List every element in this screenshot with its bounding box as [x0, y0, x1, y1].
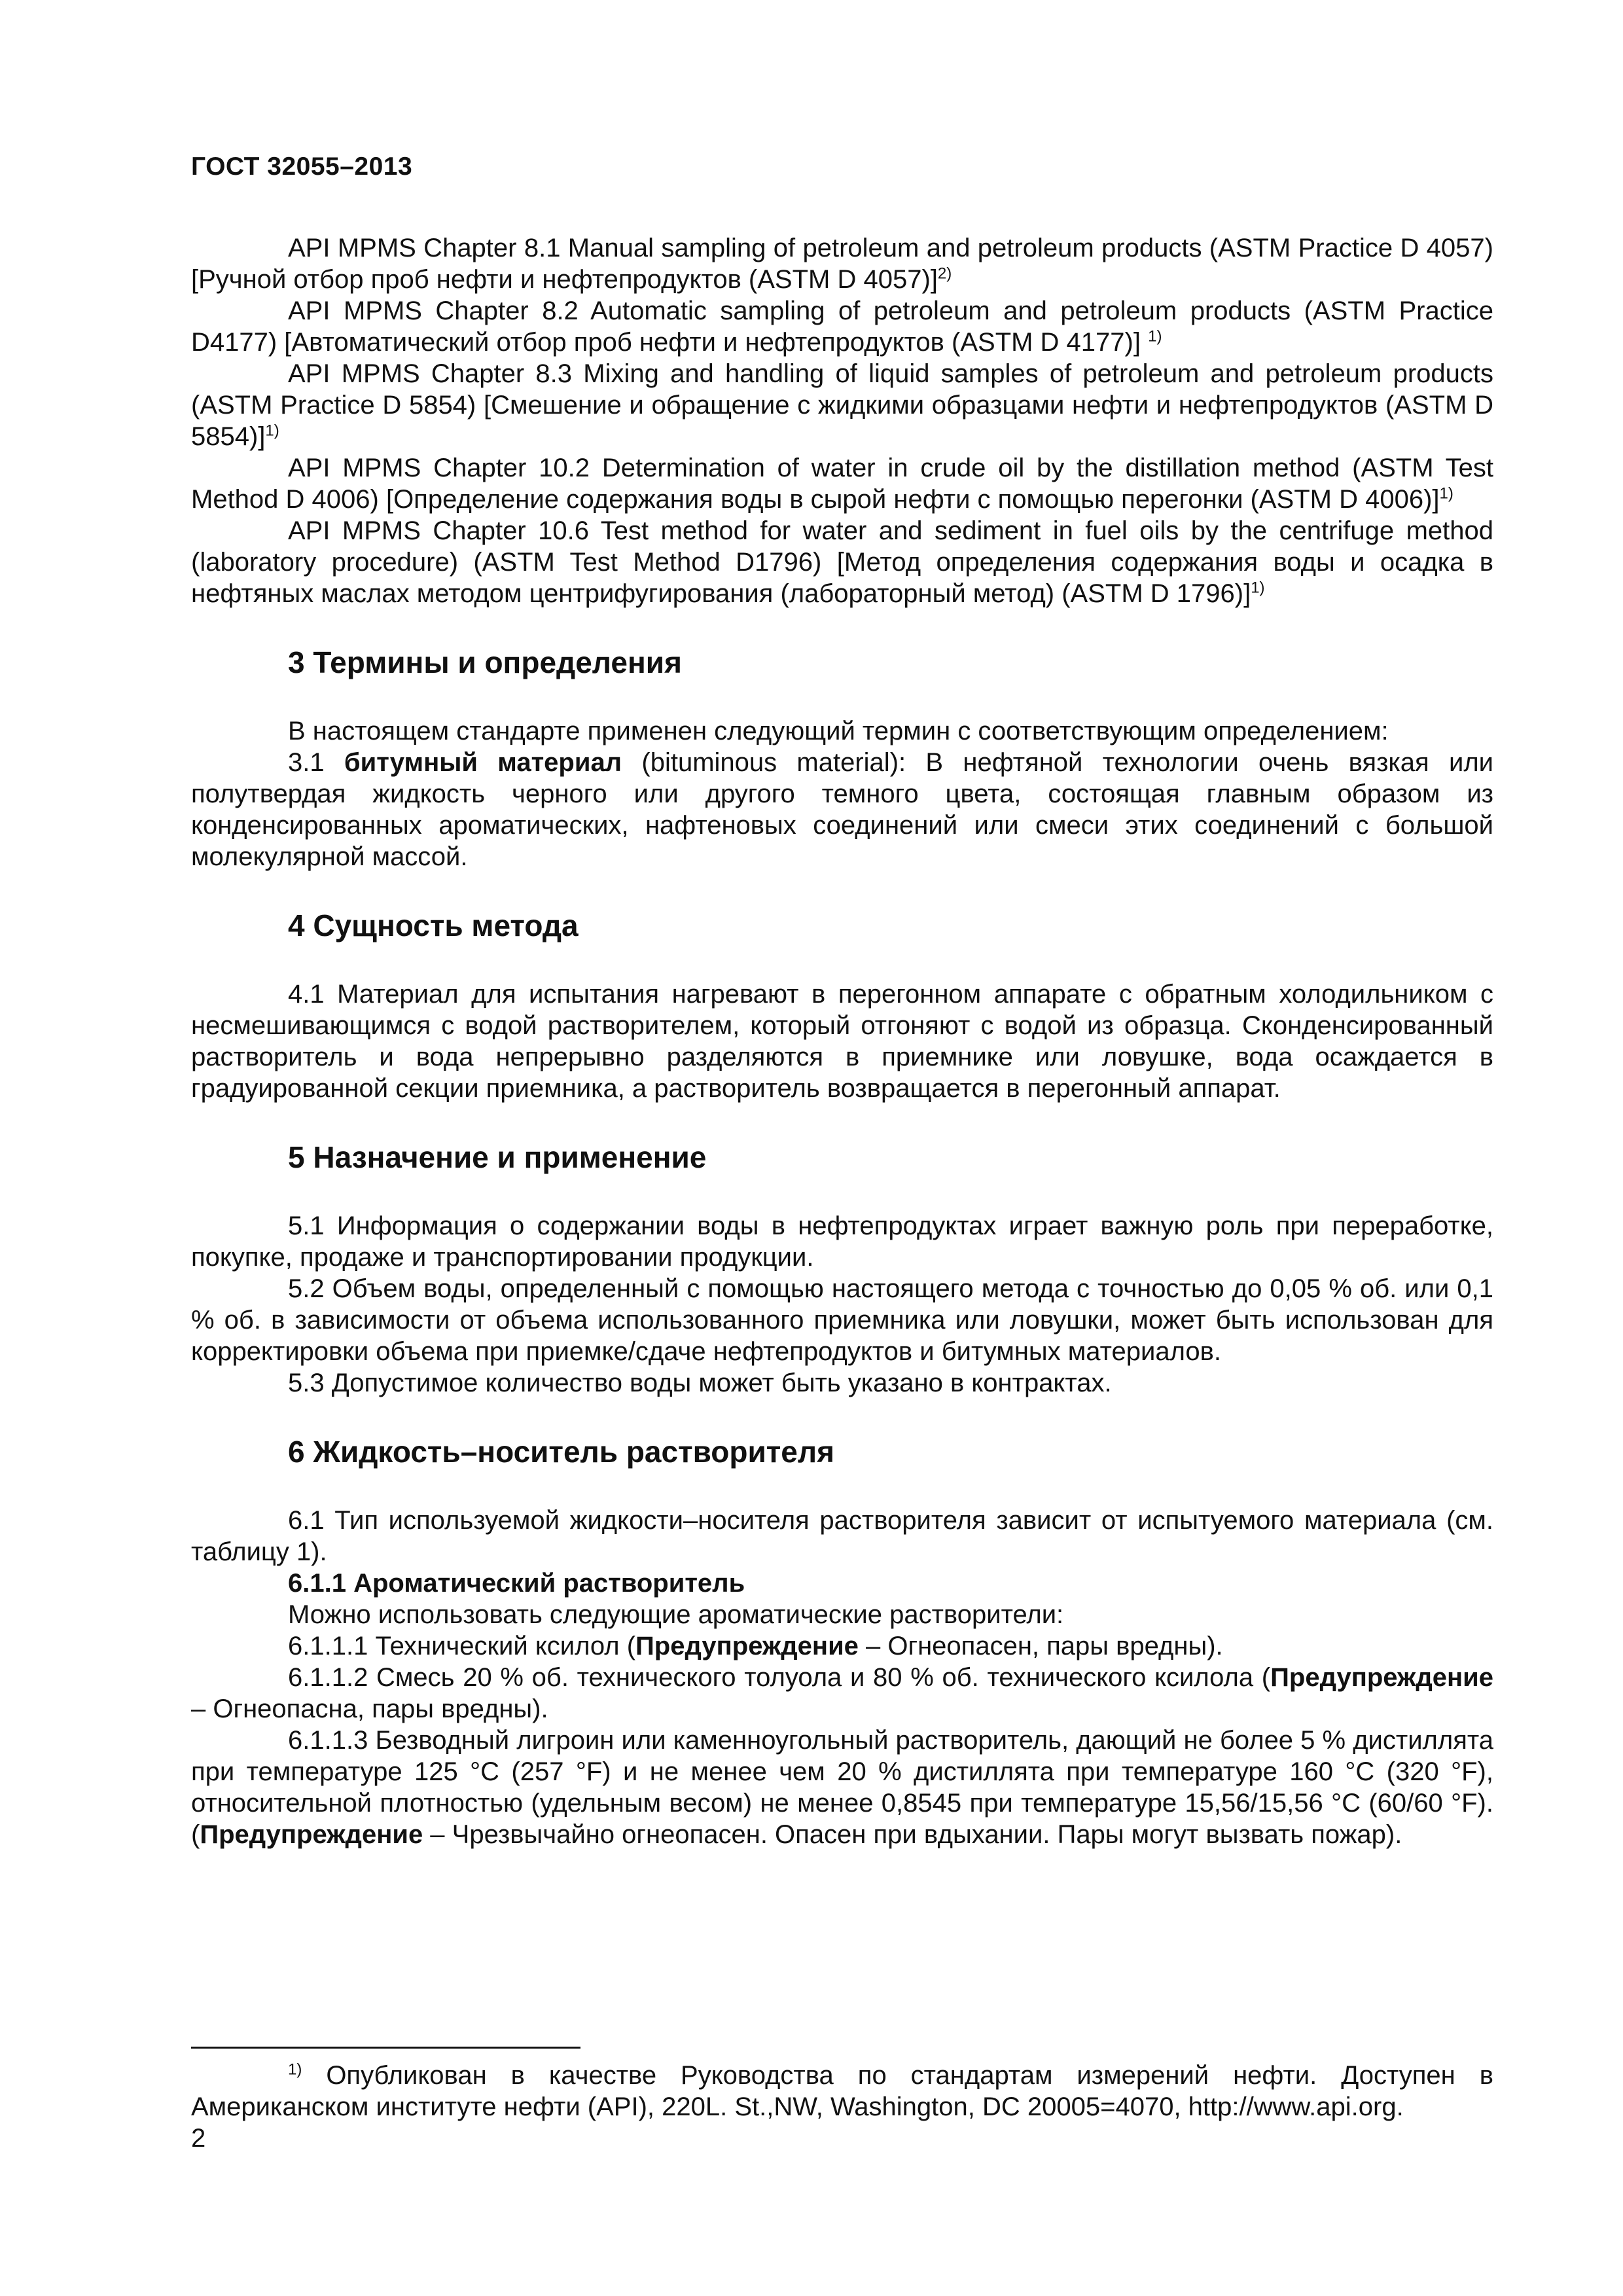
solvent-item: 6.1.1.2 Смесь 20 % об. технического толуола и 80 % об. технического ксилола (Предупреждение – Огнеопасна, пары вредны). — [191, 1663, 1493, 1723]
section-heading-purpose: 5 Назначение и применение — [288, 1140, 707, 1174]
solvent-item: 6.1.1.3 Безводный лигроин или каменноугольный растворитель, дающий не более 5 % дистиллята при температуре 125 °С (257 °F) и не менее чем 20 % дистиллята при температуре 160 °С (320 °F), относительной плотностью (удельным весом) не менее 0,8545 при температуре 15,56/15,56 °С (60/60 °F). (Предупреждение – Чрезвычайно огнеопасен. Опасен при вдыхании. Пары могут вызвать пожар). — [191, 1726, 1494, 1849]
warning-label: Предупреждение — [1270, 1663, 1493, 1692]
section-paragraph: 4.1 Материал для испытания нагревают в перегонном аппарате с обратным холодильником с несмешивающимся с водой растворителем, который отгоняют с водой из образца. Сконденсированный растворитель и вода непрерывно разделяются в приемнике или ловушке, вода осаждается в градуированной секции приемника, а растворитель возвращается в перегонный аппарат. — [191, 980, 1493, 1103]
section-paragraph: 5.1 Информация о содержании воды в нефтепродуктах играет важную роль при переработке, покупке, продаже и транспортировании продукции. — [191, 1211, 1493, 1272]
section-paragraph: Можно использовать следующие ароматические растворители: — [288, 1600, 1064, 1629]
footnote-ref: 1) — [1251, 579, 1265, 597]
reference-item: API MPMS Chapter 10.2 Determination of water in crude oil by the distillation method (ASTM Test Method D 4006) [Определение содержания воды в сырой нефти с помощью перегонки (ASTM D 4006)]$^{1)}$ — [191, 454, 1493, 514]
reference-item: API MPMS Chapter 8.1 Manual sampling of petroleum and petroleum products (ASTM Practice D 4057) [Ручной отбор проб нефти и нефтепродуктов (ASTM D 4057)]$^{2)}$ — [191, 234, 1493, 294]
section-paragraph: 5.2 Объем воды, определенный с помощью настоящего метода с точностью до 0,05 % об. или 0,1 % об. в зависимости от объема использованного приемника или ловушки, может быть использован для корректировки объема при приемке/сдаче нефтепродуктов и битумных материалов. — [191, 1274, 1493, 1366]
footnote-ref: 1) — [1439, 484, 1454, 503]
footnote-divider — [191, 2047, 580, 2049]
reference-item: API MPMS Chapter 8.3 Mixing and handling of liquid samples of petroleum and petroleum products (ASTM Practice D 5854) [Смешение и обращение с жидкими образцами нефти и нефтепродуктов (ASTM D 5854)]$^{1)}$ — [191, 359, 1493, 451]
solvent-item: 6.1.1.1 Технический ксилол (Предупреждение – Огнеопасен, пары вредны). — [288, 1632, 1223, 1660]
warning-label: Предупреждение — [200, 1820, 423, 1849]
reference-item: API MPMS Chapter 8.2 Automatic sampling of petroleum and petroleum products (ASTM Practice D4177) [Автоматический отбор проб нефти и нефтепродуктов (ASTM D 4177)] $^{1)}$ — [191, 296, 1493, 357]
section-heading-terms: 3 Термины и определения — [288, 645, 682, 679]
section-paragraph: В настоящем стандарте применен следующий термин с соответствующим определением: — [288, 717, 1389, 745]
section-heading-solvent: 6 Жидкость–носитель растворителя — [288, 1435, 834, 1469]
document-header: ГОСТ 32055–2013 — [191, 152, 413, 181]
term-definition: 3.1 битумный материал (bituminous material): В нефтяной технологии очень вязкая или полутвердая жидкость черного или другого темного цвета, состоящая главным образом из конденсированных ароматических, нафтеновых соединений или смеси этих соединений с большой молекулярной массой. — [191, 748, 1494, 871]
subsection-heading: 6.1.1 Ароматический растворитель — [288, 1569, 745, 1598]
footnote-ref: 1) — [265, 422, 279, 440]
page-number: 2 — [191, 2124, 206, 2153]
footnote-ref: 1) — [1148, 327, 1162, 346]
section-heading-principle: 4 Сущность метода — [288, 908, 579, 942]
term-name: битумный материал — [344, 748, 622, 777]
section-paragraph: 5.3 Допустимое количество воды может быть указано в контрактах. — [288, 1369, 1112, 1397]
reference-item: API MPMS Chapter 10.6 Test method for water and sediment in fuel oils by the centrifuge method (laboratory procedure) (ASTM Test Method D1796) [Метод определения содержания воды и осадка в нефтяных маслах методом центрифугирования (лабораторный метод) (ASTM D 1796)]$^{1)}$ — [191, 516, 1493, 608]
warning-label: Предупреждение — [635, 1632, 859, 1660]
footnote-marker: 1) — [288, 2060, 302, 2079]
section-paragraph: 6.1 Тип используемой жидкости–носителя растворителя зависит от испытуемого материала (см. таблицу 1). — [191, 1506, 1493, 1566]
footnote-ref: 2) — [937, 264, 952, 283]
document-body — [191, 232, 1493, 1850]
footnote: $^{1)}$ Опубликован в качестве Руководства по стандартам измерений нефти. Доступен в Американском институте нефти (API), 220L. St.,NW, Washington, DC 20005=4070, http://www.api.org. — [191, 2060, 1493, 2121]
